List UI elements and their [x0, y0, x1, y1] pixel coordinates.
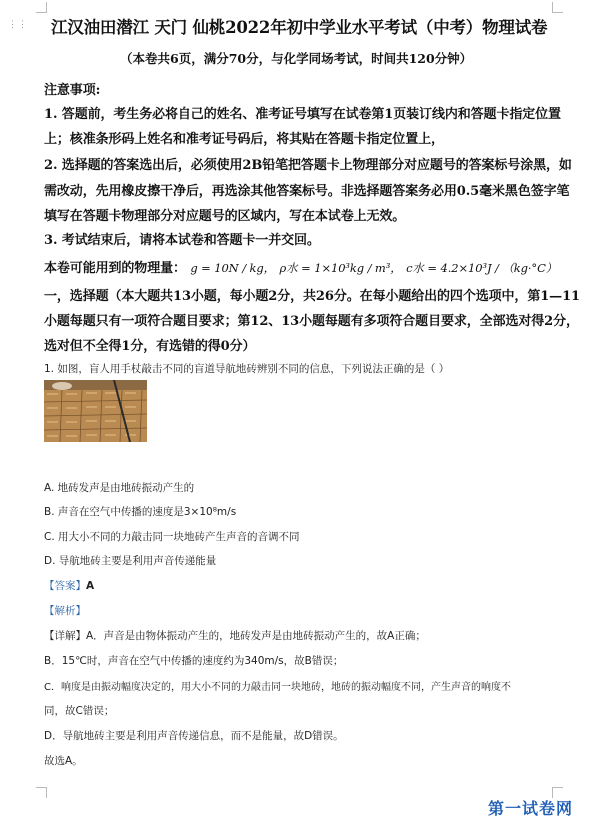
- tactile-paving-photo: [44, 380, 147, 442]
- detail-line-5: D．导航地砖主要是利用声音传递信息，而不是能量，故D错误。: [44, 730, 344, 742]
- option-c: C. 用大小不同的力敲击同一块地砖产生声音的音调不同: [44, 531, 300, 543]
- exam-title: 江汉油田潜江 天门 仙桃2022年初中学业水平考试（中考）物理试卷: [51, 18, 548, 37]
- constants-label: 本卷可能用到的物理量：: [44, 261, 186, 276]
- notice-heading: 注意事项:: [44, 83, 101, 98]
- section-1-line-1: 一，选择题（本大题共13小题，每小题2分，共26分。在每小题给出的四个选项中，第1—11: [44, 289, 580, 304]
- answer-value: A: [86, 580, 95, 592]
- section-1-line-3: 选对但不全得1分，有选错的得0分）: [44, 339, 256, 354]
- conclusion: 故选A。: [44, 755, 83, 767]
- detail-text-1: A．声音是由物体振动产生的，地砖发声是由地砖振动产生的，故A正确；: [86, 630, 426, 642]
- site-logo: 第一试卷网: [488, 799, 574, 818]
- option-b: B. 声音在空气中传播的速度是3×10⁸m/s: [44, 506, 237, 518]
- answer-label: 【答案】: [44, 580, 86, 592]
- crop-mark-top-left: [36, 2, 47, 13]
- option-a: A. 地砖发声是由地砖振动产生的: [44, 482, 195, 494]
- crop-mark-top-right: [552, 2, 563, 13]
- notice-item-2-line-1: 2. 选择题的答案选出后，必须使用2B铅笔把答题卡上物理部分对应题号的答案标号涂黑，如: [44, 158, 572, 173]
- detail-line-1: [44, 628, 426, 643]
- answer-line: [44, 578, 94, 593]
- exam-subtitle: （本卷共6页，满分70分，与化学同场考试，时间共120分钟）: [120, 51, 473, 66]
- notice-item-2-line-2: 需改动，先用橡皮擦干净后，再选涂其他答案标号。非选择题答案务必用0.5毫米黑色签字笔: [44, 184, 570, 199]
- tactile-paving-photo-svg: [44, 380, 147, 442]
- detail-line-3: C．响度是由振动幅度决定的，用大小不同的力敲击同一块地砖，地砖的振动幅度不同，产生声音的响度不: [44, 682, 511, 693]
- constant-c-water: c水 = 4.2×10³J / （kg·°C）: [406, 261, 558, 275]
- notice-item-1-line-2: 上；核准条形码上姓名和准考证号码后，将其贴在答题卡指定位置上，: [44, 132, 444, 147]
- notice-item-2-line-3: 填写在答题卡物理部分对应题号的区域内，写在本试卷上无效。: [44, 209, 406, 224]
- section-1-line-2: 小题每题只有一项符合题目要求；第12、13小题每题有多项符合题目要求，全部选对得2分，: [44, 314, 579, 329]
- analysis-label: 【解析】: [44, 605, 86, 617]
- drag-handle-icon[interactable]: ⋮⋮: [8, 20, 28, 30]
- detail-label: 【详解】: [44, 630, 86, 642]
- detail-line-2: B．15℃时，声音在空气中传播的速度约为340m/s，故B错误；: [44, 655, 344, 667]
- constant-rho-water: ρ水 = 1×10³kg / m³，: [279, 261, 402, 275]
- constants-line: [44, 257, 557, 276]
- crop-mark-bottom-left: [36, 787, 47, 798]
- option-d: D. 导航地砖主要是利用声音传递能量: [44, 555, 217, 567]
- notice-item-1-line-1: 1. 答题前，考生务必将自己的姓名、准考证号填写在试卷第1页装订线内和答题卡指定位置: [44, 107, 561, 122]
- detail-line-4: 同，故C错误；: [44, 705, 115, 717]
- question-1-stem: 1. 如图，盲人用手杖敲击不同的盲道导航地砖辨别不同的信息，下列说法正确的是（ ）: [44, 363, 450, 375]
- notice-item-3: 3. 考试结束后，请将本试卷和答题卡一并交回。: [44, 233, 320, 248]
- constant-g: g = 10N / kg，: [190, 261, 276, 275]
